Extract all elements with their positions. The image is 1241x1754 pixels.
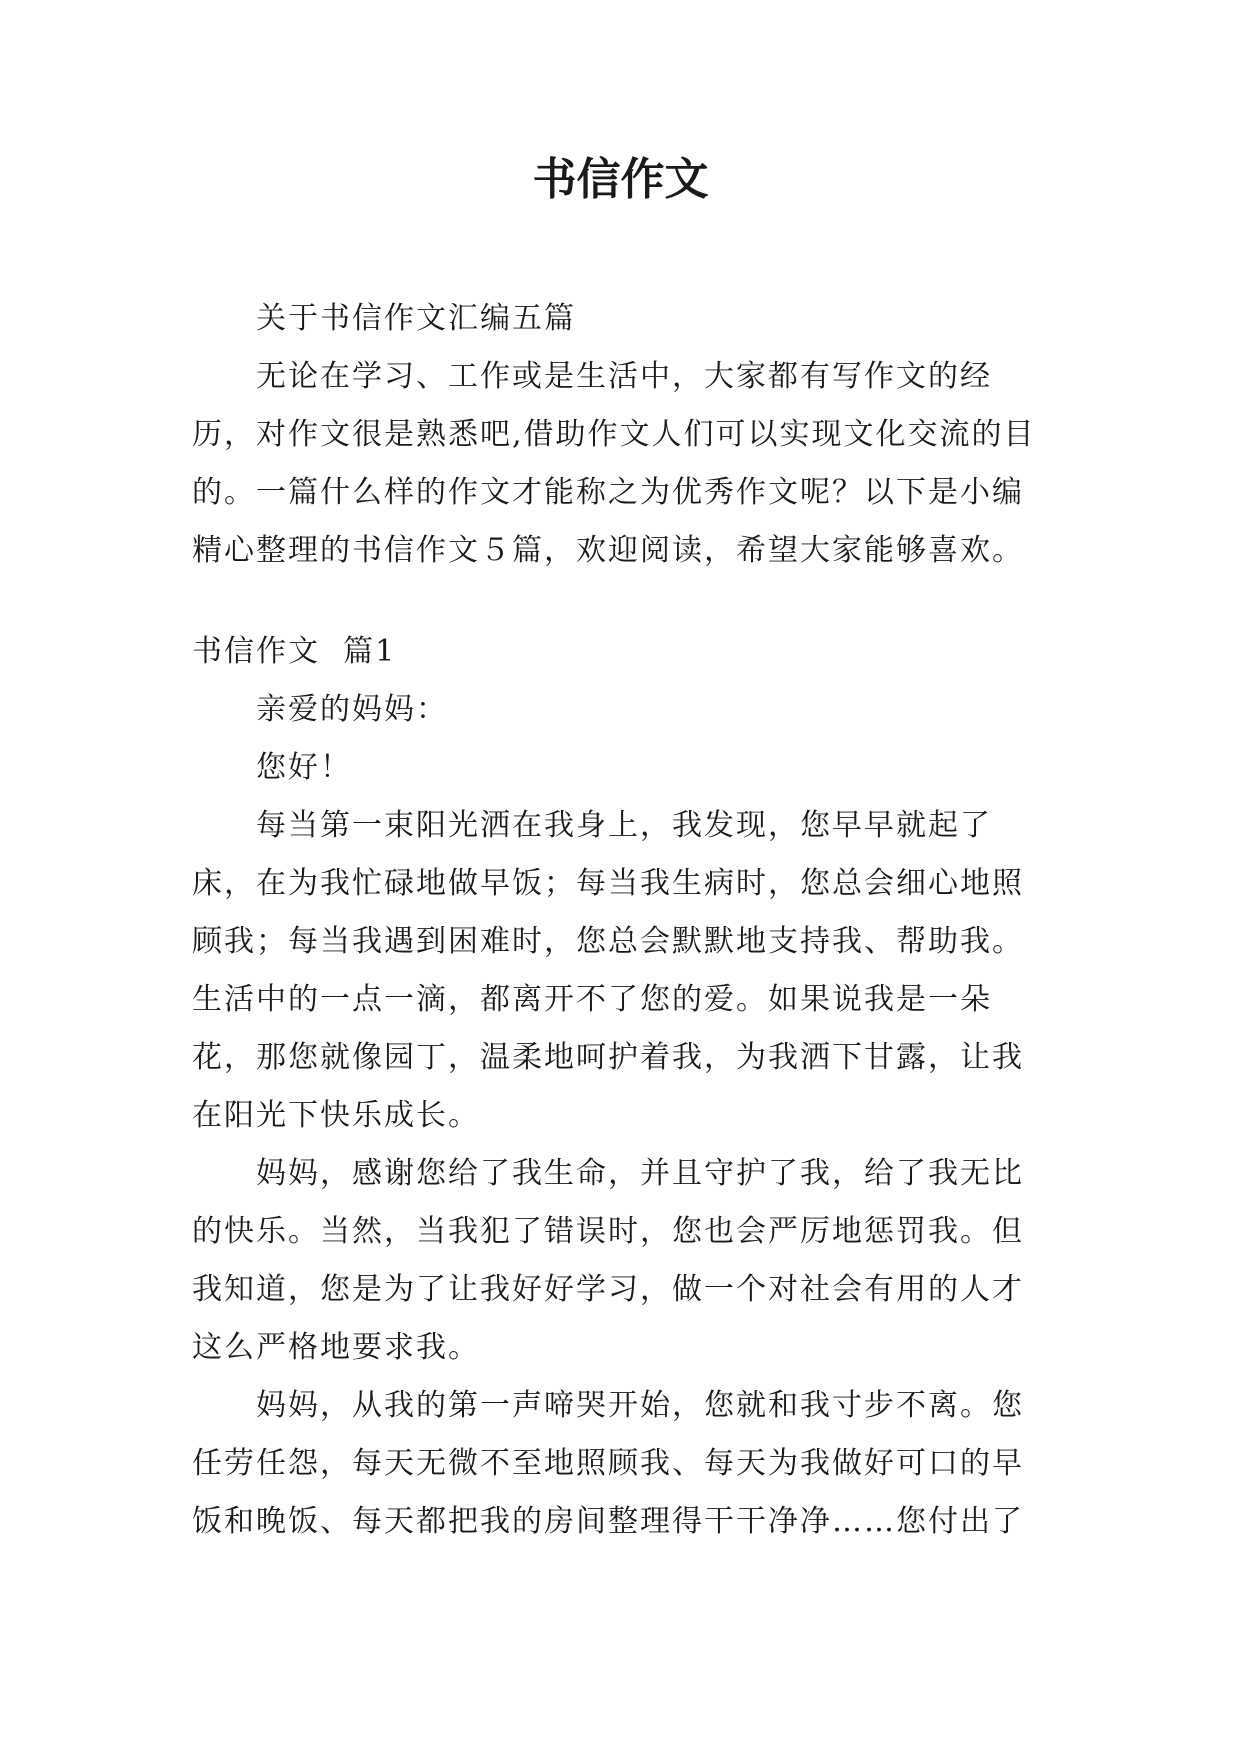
letter-greeting: 您好！	[256, 750, 352, 785]
document-body	[192, 290, 1052, 1551]
letter-paragraph: 妈妈，感谢您给了我生命，并且守护了我，给了我无比的快乐。当然，当我犯了错误时，您也会严厉地惩罚我。但我知道，您是为了让我好好学习，做一个对社会有用的人才这么严格地要求我。	[192, 1156, 1024, 1365]
intro-subtitle: 关于书信作文汇编五篇	[256, 301, 576, 336]
letter-salutation: 亲爱的妈妈：	[256, 692, 448, 727]
letter-paragraph: 妈妈，从我的第一声啼哭开始，您就和我寸步不离。您任劳任怨，每天无微不至地照顾我、每天为我做好可口的早饭和晚饭、每天都把我的房间整理得干干净净……您付出了	[192, 1388, 1024, 1539]
intro-paragraph: 无论在学习、工作或是生活中，大家都有写作文的经历，对作文很是熟悉吧,借助作文人们可以实现文化交流的目的。一篇什么样的作文才能称之为优秀作文呢？以下是小编精心整理的书信作文５篇，欢迎阅读，希望大家能够喜欢。	[192, 359, 1036, 568]
document-title: 书信作文	[532, 154, 709, 205]
section-heading: 书信作文 篇1	[192, 634, 397, 669]
letter-paragraph: 每当第一束阳光洒在我身上，我发现，您早早就起了床，在为我忙碌地做早饭；每当我生病时，您总会细心地照顾我；每当我遇到困难时，您总会默默地支持我、帮助我。生活中的一点一滴，都离开不了您的爱。如果说我是一朵花，那您就像园丁，温柔地呵护着我，为我洒下甘露，让我在阳光下快乐成长。	[192, 808, 1024, 1133]
